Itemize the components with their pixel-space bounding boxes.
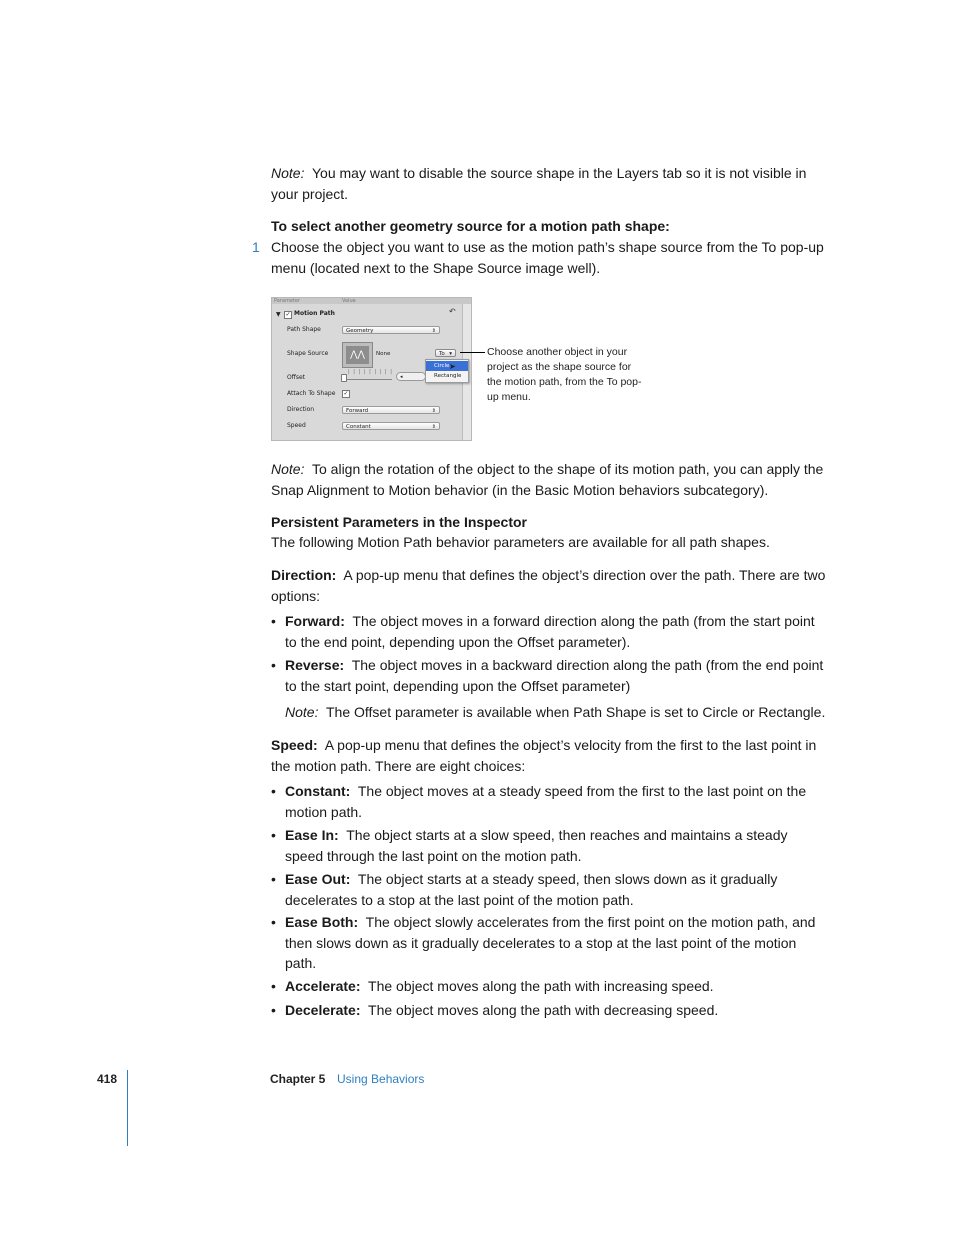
note-label: Note: (271, 461, 305, 477)
option-desc: The object moves along the path with increasing speed. (368, 978, 714, 994)
option-term: Accelerate: (285, 978, 361, 994)
task-heading: To select another geometry source for a motion path shape: (271, 218, 670, 234)
option-desc: The object moves at a steady speed from the first to the last point on the motion path. (285, 783, 807, 820)
slider-thumb[interactable] (341, 374, 347, 382)
shape-thumbnail-icon: ⋀⋀ (346, 346, 369, 364)
chevron-down-icon: ▾ (449, 351, 452, 357)
to-label: To (439, 351, 445, 357)
bullet-icon: • (271, 827, 276, 843)
direction-term: Direction: (271, 567, 337, 583)
direction-paragraph (271, 565, 827, 606)
callout-leader-line (460, 352, 485, 353)
inspector-header (272, 298, 471, 304)
reset-icon[interactable]: ↶ (449, 307, 456, 316)
note-label: Note: (285, 704, 319, 720)
motion-path-checkbox[interactable]: ✓ (285, 311, 291, 318)
direction-options (271, 611, 827, 701)
note-text: You may want to disable the source shape in the Layers tab so it is not visible in your project. (271, 165, 807, 202)
note-label: Note: (271, 165, 305, 181)
bullet-icon: • (271, 613, 276, 629)
footer-rule (127, 1070, 128, 1146)
chapter-label: Chapter 5 (270, 1072, 326, 1086)
option-desc: The object moves along the path with decreasing speed. (368, 1002, 719, 1018)
to-popup-button[interactable] (435, 349, 456, 357)
option-term: Ease Both: (285, 914, 359, 930)
option-desc: The object moves in a forward direction along the path (from the start point to the end point, depending upon the Offset parameter). (285, 613, 815, 650)
attach-to-shape-checkbox[interactable]: ✓ (343, 390, 349, 397)
offset-slider[interactable] (342, 373, 392, 380)
option-desc: The object slowly accelerates from the first point on the motion path, and then slows down as it gradually decelerates to a stop at the last point of the motion path. (285, 914, 816, 971)
section-intro: The following Motion Path behavior parameters are available for all path shapes. (271, 534, 770, 550)
menu-item-rectangle[interactable]: Rectangle (434, 373, 462, 379)
speed-paragraph (271, 735, 827, 776)
param-header: Parameter (274, 298, 301, 304)
popup-arrows-icon: ⇕ (431, 328, 436, 334)
popup-arrows-icon: ⇕ (431, 424, 436, 430)
direction-popup[interactable] (342, 406, 440, 414)
option-desc: The object starts at a steady speed, then slows down as it gradually decelerates to a stop at the last point of the motion path. (285, 871, 778, 908)
cursor-icon: ➤ (449, 362, 456, 371)
offset-stepper[interactable]: ◂ (396, 372, 426, 381)
bullet-icon: • (271, 871, 276, 887)
direction-value: Forward (346, 408, 369, 414)
speed-popup[interactable] (342, 422, 440, 430)
speed-options (271, 781, 827, 1031)
option-term: Forward: (285, 613, 345, 629)
speed-label: Speed (287, 422, 306, 429)
option-term: Ease Out: (285, 871, 351, 887)
direction-desc: A pop-up menu that defines the object’s direction over the path. There are two options: (271, 567, 826, 604)
speed-value: Constant (346, 424, 371, 430)
menu-item-circle[interactable]: Circle (426, 361, 468, 371)
section-heading: Persistent Parameters in the Inspector (271, 514, 527, 530)
note-text: To align the rotation of the object to the shape of its motion path, you can apply the Snap Alignment to Motion behavior (in the Basic Motion behaviors subcategory). (271, 461, 824, 498)
path-shape-label: Path Shape (287, 326, 321, 333)
option-term: Decelerate: (285, 1002, 361, 1018)
speed-term: Speed: (271, 737, 318, 753)
offset-label: Offset (287, 374, 306, 381)
path-shape-popup[interactable] (342, 326, 440, 334)
direction-label: Direction (287, 406, 315, 413)
to-popup-menu (425, 359, 469, 383)
path-shape-value: Geometry (346, 328, 374, 334)
page-number: 418 (97, 1072, 118, 1086)
figure-callout: Choose another object in your project as the shape source for the motion path, from the To pop-up menu. (487, 346, 642, 403)
disclosure-triangle-icon[interactable]: ▼ (276, 311, 281, 318)
chapter-title-link[interactable]: Using Behaviors (337, 1072, 425, 1086)
step-text: Choose the object you want to use as the motion path’s shape source from the To pop-up menu (located next to the Shape Source image well). (271, 239, 824, 276)
popup-arrows-icon: ⇕ (431, 408, 436, 414)
note-paragraph (271, 163, 827, 204)
bullet-icon: • (271, 783, 276, 799)
option-term: Constant: (285, 783, 351, 799)
option-desc: The object moves in a backward direction along the path (from the end point to the start point, depending upon the Offset parameter) (285, 657, 824, 694)
bullet-icon: • (271, 1002, 276, 1018)
offset-slider-ticks: | | | | | | | | | (348, 369, 393, 375)
attach-to-shape-label: Attach To Shape (287, 390, 336, 397)
option-term: Reverse: (285, 657, 345, 673)
value-header: Value (342, 298, 356, 304)
shape-source-image-well[interactable] (342, 342, 373, 368)
note-text: The Offset parameter is available when Path Shape is set to Circle or Rectangle. (326, 704, 826, 720)
option-term: Ease In: (285, 827, 339, 843)
bullet-icon: • (271, 914, 276, 930)
note-paragraph-2 (271, 459, 827, 500)
shape-source-label: Shape Source (287, 350, 329, 357)
inspector-screenshot (271, 297, 472, 441)
bullet-icon: • (271, 978, 276, 994)
bullet-icon: • (271, 657, 276, 673)
option-desc: The object starts at a slow speed, then reaches and maintains a steady speed through the last point on the motion path. (285, 827, 788, 864)
step-number: 1 (252, 239, 260, 255)
speed-desc: A pop-up menu that defines the object’s velocity from the first to the last point in the motion path. There are eight choices: (271, 737, 817, 774)
motion-path-label: Motion Path (294, 310, 335, 317)
direction-note (285, 702, 830, 723)
shape-source-value: None (376, 351, 391, 357)
